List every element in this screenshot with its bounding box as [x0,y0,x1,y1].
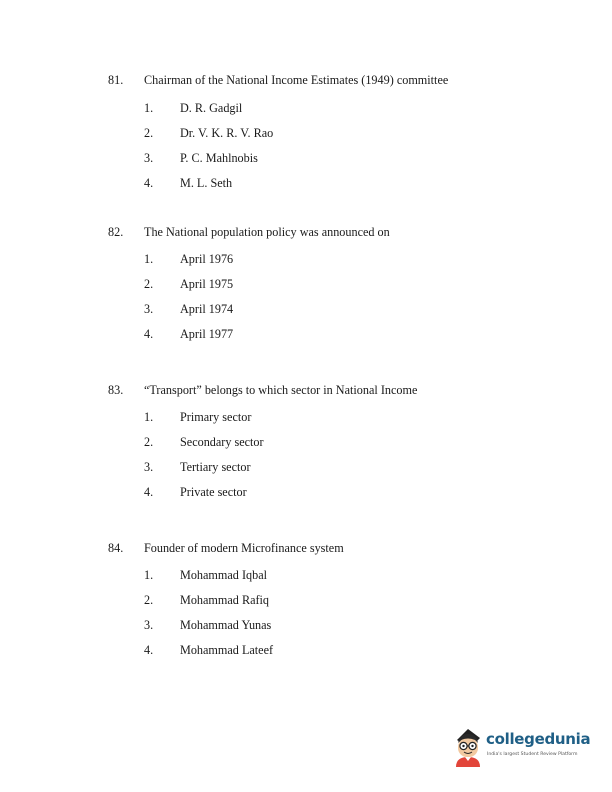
logo-name: collegedunia [486,730,591,748]
option-item [108,641,528,666]
option-text: P. C. Mahlnobis [180,151,258,165]
option-item [108,149,528,174]
option-text: Mohammad Yunas [180,618,272,632]
logo-tagline: India's largest Student Review Platform [487,752,578,757]
question-stem [108,223,528,241]
option-item [108,99,528,124]
option-item [108,275,528,300]
option-text: Primary sector [180,410,252,424]
option-text: April 1977 [180,327,234,341]
option-text: D. R. Gadgil [180,101,243,115]
option-number: 3. [144,302,154,316]
option-number: 2. [144,593,154,607]
option-text: April 1974 [180,302,234,316]
option-item [108,250,528,275]
option-item [108,325,528,350]
option-text: Mohammad Iqbal [180,568,267,582]
question-number: 82. [108,225,124,239]
option-text: April 1975 [180,277,234,291]
option-item [108,174,528,199]
option-number: 4. [144,327,154,341]
option-text: M. L. Seth [180,176,233,190]
option-number: 4. [144,643,154,657]
question-text: “Transport” belongs to which sector in National Income [144,383,418,397]
option-number: 3. [144,618,154,632]
question-number: 81. [108,73,124,87]
option-item [108,433,528,458]
option-number: 1. [144,101,154,115]
option-text: Tertiary sector [180,460,251,474]
question-81 [108,71,528,199]
question-text: The National population policy was announced on [144,225,390,239]
option-number: 4. [144,176,154,190]
option-number: 1. [144,252,154,266]
question-stem [108,381,528,399]
option-item [108,408,528,433]
option-number: 3. [144,460,154,474]
question-number: 83. [108,383,124,397]
option-item [108,458,528,483]
option-item [108,124,528,149]
option-item [108,616,528,641]
option-number: 2. [144,277,154,291]
option-text: April 1976 [180,252,234,266]
option-text: Secondary sector [180,435,264,449]
collegedunia-logo [452,725,592,771]
option-number: 3. [144,151,154,165]
question-stem [108,539,528,557]
option-number: 2. [144,126,154,140]
question-82 [108,223,528,350]
option-item [108,483,528,508]
question-number: 84. [108,541,124,555]
option-text: Mohammad Lateef [180,643,274,657]
student-mascot-icon [452,725,484,767]
option-text: Private sector [180,485,247,499]
option-number: 4. [144,485,154,499]
option-text: Dr. V. K. R. V. Rao [180,126,274,140]
option-number: 1. [144,410,154,424]
question-text: Founder of modern Microfinance system [144,541,344,555]
option-text: Mohammad Rafiq [180,593,270,607]
option-number: 1. [144,568,154,582]
question-text: Chairman of the National Income Estimates (1949) committee [144,73,449,87]
option-item [108,591,528,616]
question-83 [108,381,528,508]
question-stem [108,71,528,89]
option-number: 2. [144,435,154,449]
question-84 [108,539,528,666]
option-item [108,566,528,591]
option-item [108,300,528,325]
